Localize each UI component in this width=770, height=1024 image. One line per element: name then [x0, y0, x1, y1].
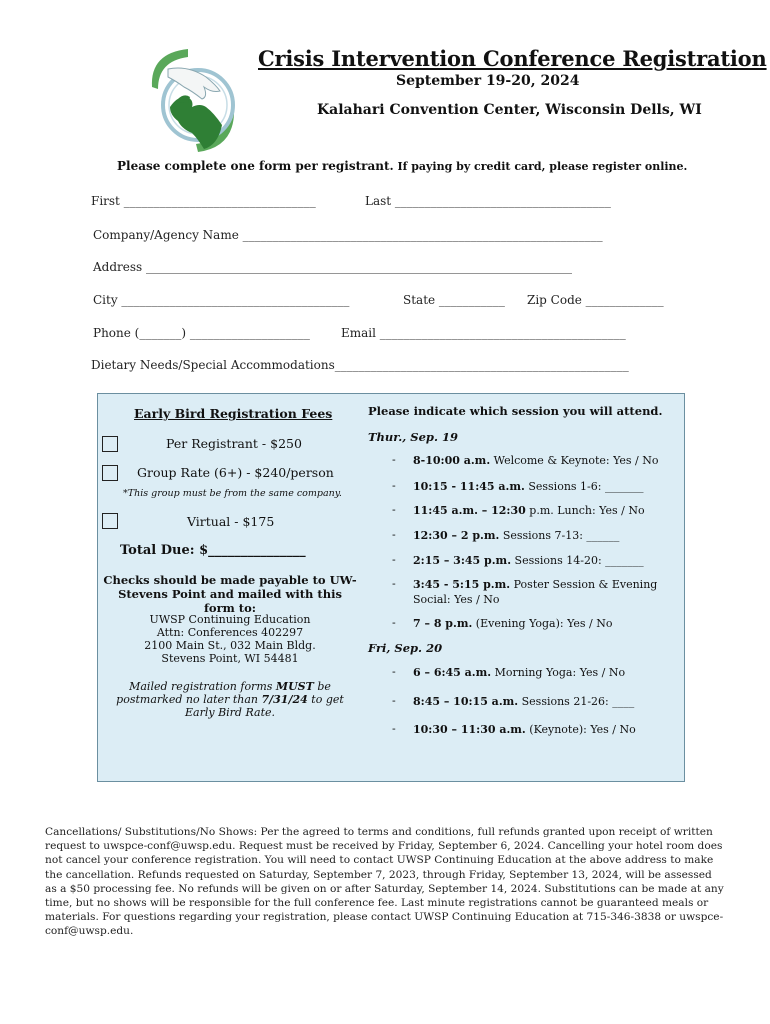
session-desc: Poster Session & Evening — [513, 578, 658, 591]
thursday-label: Thur., Sep. 19 — [368, 430, 458, 444]
instructions — [117, 159, 687, 173]
session-time: 8:45 – 10:15 a.m. — [413, 695, 519, 708]
session-item[interactable] — [413, 694, 634, 709]
session-desc: Sessions 1-6: _______ — [528, 480, 644, 493]
bullet-dash: - — [392, 503, 396, 516]
bullet-dash: - — [392, 528, 396, 541]
bullet-dash: - — [392, 722, 396, 735]
postmark-note-date: 7/31/24 — [261, 693, 308, 706]
total-due-field[interactable]: Total Due: $_______________ — [120, 543, 306, 558]
session-item[interactable] — [413, 503, 645, 518]
session-time: 3:45 - 5:15 p.m. — [413, 578, 511, 591]
zip-field[interactable]: Zip Code _____________ — [527, 293, 664, 307]
bullet-dash: - — [392, 665, 396, 678]
session-item[interactable] — [413, 665, 625, 680]
session-time: 8-10:00 a.m. — [413, 454, 491, 467]
conference-venue: Kalahari Convention Center, Wisconsin Dells, WI — [317, 102, 702, 118]
state-field[interactable]: State ___________ — [403, 293, 505, 307]
session-item[interactable] — [413, 722, 636, 737]
session-time: 10:30 – 11:30 a.m. — [413, 723, 526, 736]
bullet-dash: - — [392, 577, 396, 590]
phone-field[interactable]: Phone (_______) ____________________ — [93, 326, 310, 340]
bullet-dash: - — [392, 453, 396, 466]
postmark-note-must: MUST — [275, 680, 314, 693]
postmark-note-part2: be postmarked no later than — [116, 680, 331, 706]
session-item[interactable] — [413, 553, 644, 568]
mailing-address-line3: 2100 Main St., 032 Main Bldg. — [144, 639, 316, 652]
session-item[interactable] — [413, 528, 619, 543]
postmark-note-part1: Mailed registration forms — [129, 680, 273, 693]
last-name-field[interactable]: Last ____________________________________ — [365, 194, 611, 208]
session-desc: Morning Yoga: Yes / No — [494, 666, 626, 679]
cancellation-policy: Cancellations/ Substitutions/No Shows: Per the agreed to terms and conditions, full refunds granted upon receipt of written request to uwspce-conf@uwsp.edu. Request must be received by Friday, September 6, 2024. Cancelling your hotel room does not cancel your conference registration. You will need to contact UWSP Continuing Education at the above address to make the cancellation. Refunds requested on Saturday, September 7, 2023, through Friday, September 13, 2024, will be assessed as a $50 processing fee. No refunds will be given on or after Saturday, September 14, 2024. Substitutions can be made at any time, but no shows will be responsible for the full conference fee. Last minute registrations cannot be guaranteed meals or materials. For questions regarding your registration, please contact UWSP Continuing Education at 715-346-3838 or uwspce-conf@uwsp.edu. — [45, 826, 724, 938]
bullet-dash: - — [392, 694, 396, 707]
session-desc-continued: Social: Yes / No — [413, 593, 500, 606]
session-item[interactable] — [413, 577, 657, 592]
postmark-note — [102, 680, 358, 719]
dietary-field[interactable]: Dietary Needs/Special Accommodations_________________________________________________ — [91, 358, 629, 372]
session-desc: Sessions 7-13: ______ — [502, 529, 620, 542]
group-rate-label: Group Rate (6+) - $240/person — [137, 465, 334, 480]
checks-payable-note: Checks should be made payable to UW-Stevens Point and mailed with this form to: — [103, 573, 357, 615]
friday-label: Fri, Sep. 20 — [368, 641, 443, 655]
session-time: 6 – 6:45 a.m. — [413, 666, 492, 679]
session-item[interactable] — [413, 453, 659, 468]
virtual-label: Virtual - $175 — [187, 514, 275, 529]
conference-dates: September 19-20, 2024 — [396, 73, 580, 89]
postmark-note-part3: to get Early Bird Rate. — [185, 693, 344, 719]
session-time: 2:15 – 3:45 p.m. — [413, 554, 512, 567]
session-time: 12:30 – 2 p.m. — [413, 529, 500, 542]
bullet-dash: - — [392, 616, 396, 629]
session-time: 10:15 - 11:45 a.m. — [413, 480, 525, 493]
session-item[interactable] — [413, 479, 643, 494]
instructions-bold: Please complete one form per registrant. — [117, 159, 394, 173]
bullet-dash: - — [392, 479, 396, 492]
group-note: *This group must be from the same company. — [123, 488, 342, 499]
mailing-address-line1: UWSP Continuing Education — [149, 613, 311, 626]
per-registrant-checkbox[interactable] — [102, 436, 118, 452]
session-desc: Sessions 14-20: _______ — [514, 554, 644, 567]
email-field[interactable]: Email _________________________________________ — [341, 326, 626, 340]
session-desc: (Evening Yoga): Yes / No — [475, 617, 613, 630]
session-desc: Welcome & Keynote: Yes / No — [493, 454, 659, 467]
group-rate-checkbox[interactable] — [102, 465, 118, 481]
bullet-dash: - — [392, 553, 396, 566]
city-field[interactable]: City ______________________________________ — [93, 293, 350, 307]
address-field[interactable]: Address _______________________________________________________________________ — [93, 260, 572, 274]
virtual-checkbox[interactable] — [102, 513, 118, 529]
helping-hands-logo — [148, 47, 238, 154]
session-desc: Sessions 21-26: ____ — [521, 695, 635, 708]
session-time: 7 – 8 p.m. — [413, 617, 473, 630]
fees-heading: Early Bird Registration Fees — [134, 406, 333, 421]
session-desc: p.m. Lunch: Yes / No — [529, 504, 645, 517]
mailing-address-line4: Stevens Point, WI 54481 — [161, 652, 299, 665]
session-item[interactable] — [413, 616, 613, 631]
per-registrant-label: Per Registrant - $250 — [166, 436, 302, 451]
company-field[interactable]: Company/Agency Name ____________________________________________________________ — [93, 228, 603, 242]
mailing-address-line2: Attn: Conferences 402297 — [156, 626, 304, 639]
instructions-rest: If paying by credit card, please register online. — [397, 160, 688, 173]
sessions-heading: Please indicate which session you will attend. — [368, 404, 663, 418]
first-name-field[interactable]: First ________________________________ — [91, 194, 316, 208]
session-desc: (Keynote): Yes / No — [529, 723, 636, 736]
page-title: Crisis Intervention Conference Registration — [258, 46, 767, 71]
session-time: 11:45 a.m. – 12:30 — [413, 504, 526, 517]
